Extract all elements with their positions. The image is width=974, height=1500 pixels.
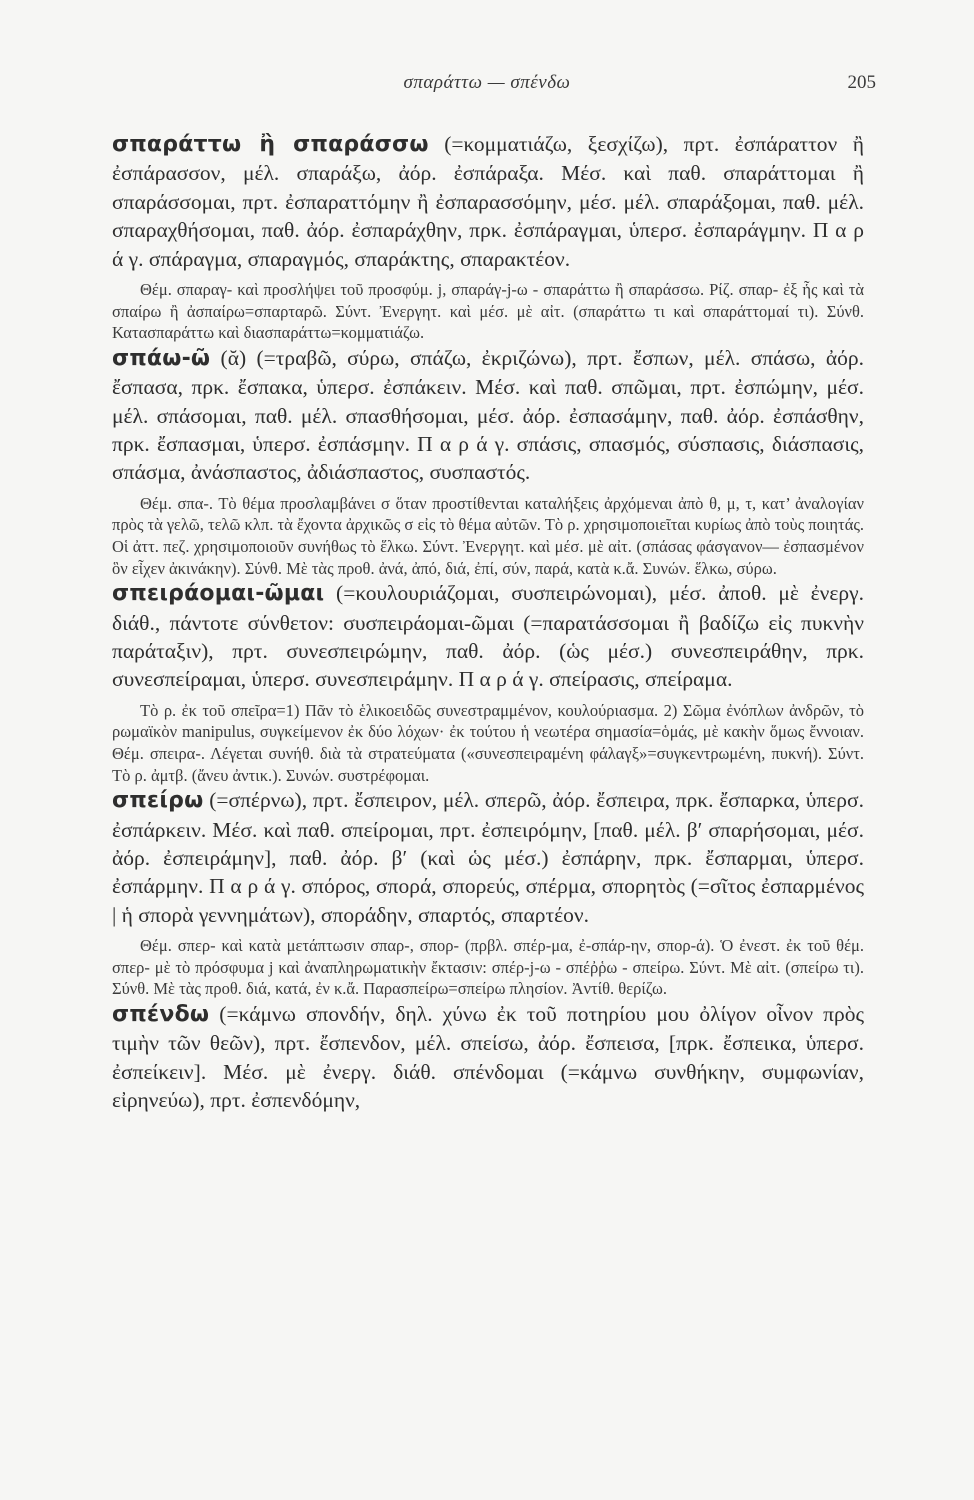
- page-number: 205: [847, 72, 876, 93]
- entry-spao: [112, 344, 864, 579]
- entry-note: Τὸ ρ. ἐκ τοῦ σπεῖρα=1) Πᾶν τὸ ἑλικοειδῶς συνεστραμμένον, κουλούριασμα. 2) Σῶμα ἐνόπλων ἀνδρῶν, τὸ ρωμαϊκὸν manipulus, συγκείμενον ἐκ δύο λόχων· ἐκ τούτου ἡ νεωτέρα σημασία=ὁμάς, μὲ κακὴν ὅμως ἔννοιαν. Θέμ. σπειρα-. Λέγεται συνήθ. διὰ τὰ στρατεύματα («συνεσπειραμένη φάλαγξ»=συγκεντρωμένη, πυκνή). Σύντ. Τὸ ρ. ἀμτβ. (ἄνευ ἀντικ.). Συνών. συστρέφομαι.: [112, 700, 864, 785]
- entry-note: Θέμ. σπαραγ- καὶ προσλήψει τοῦ προσφύμ. j, σπαράγ-j-ω - σπαράττω ἢ σπαράσσω. Ρίζ. σπαρ- ἐξ ἧς καὶ τὰ σπαίρω ἢ ἀσπαίρω=σπαρταρῶ. Σύντ. Ἐνεργητ. καὶ μέσ. μὲ αἰτ. (σπαράττω τι καὶ σπαράττομαί τι). Σύνθ. Κατασπαράττω καὶ διασπαράττω=κομματιάζω.: [112, 280, 864, 343]
- entry-spendo: [112, 1000, 864, 1115]
- entry-definition: (=κάμνω σπονδήν, δηλ. χύνω ἐκ τοῦ ποτηρίου μου ὀλίγον οἶνον πρὸς τιμὴν τῶν θεῶν), πρτ. ἔσπενδον, μέλ. σπείσω, ἀόρ. ἔσπεισα, [πρκ. ἔσπεικα, ὑπερσ. ἐσπείκειν]. Μέσ. μὲ ἐνεργ. διάθ. σπένδομαι (=κάμνω συνθήκην, συμφωνίαν, εἰρηνεύω), πρτ. ἐσπενδόμην,: [112, 1002, 864, 1113]
- entry-definition: (=κουλουριάζομαι, συσπειρώνομαι), μέσ. ἀποθ. μὲ ἐνεργ. διάθ., πάντοτε σύνθετον: συσπειράομαι-ῶμαι (=παρατάσσομαι ἢ βαδίζω εἰς πυκνὴν παράταξιν), πρτ. συνεσπειρώμην, παθ. ἀόρ. (ὡς μέσ.) συνεσπειράθην, πρκ. συνεσπείραμαι, ὑπερσ. συνεσπειράμην. Π α ρ ά γ. σπείρασις, σπείραμα.: [112, 581, 864, 692]
- headword: σπάω-ῶ: [112, 345, 211, 371]
- entry-speiro: [112, 786, 864, 1000]
- headword: σπειράομαι-ῶμαι: [112, 581, 325, 607]
- entry-definition: (ᾰ) (=τραβῶ, σύρω, σπάζω, ἐκριζώνω), πρτ. ἔσπων, μέλ. σπάσω, ἀόρ. ἔσπασα, πρκ. ἔσπακα, ὑπερσ. ἐσπάκειν. Μέσ. καὶ παθ. σπῶμαι, πρτ. ἐσπώμην, μέσ. μέλ. σπάσομαι, παθ. μέλ. σπασθήσομαι, μέσ. ἀόρ. ἐσπασάμην, παθ. ἀόρ. ἐσπάσθην, πρκ. ἔσπασμαι, ὑπερσ. ἐσπάσμην. Π α ρ ά γ. σπάσις, σπασμός, σύσπασις, διάσπασις, σπάσμα, ἀνάσπαστος, ἀδιάσπαστος, συσπαστός.: [112, 345, 864, 485]
- headword: σπένδω: [112, 1002, 210, 1028]
- entry-note: Θέμ. σπα-. Τὸ θέμα προσλαμβάνει σ ὅταν προστίθενται καταλήξεις ἀρχόμεναι ἀπὸ θ, μ, τ, κατ’ ἀναλογίαν πρὸς τὰ γελῶ, τελῶ κλπ. τὰ ἔχοντα ἀρχικῶς σ εἰς τὸ θέμα αὐτῶν. Τὸ ρ. χρησιμοποιεῖται κυρίως ἀπὸ τοὺς ποιητάς. Οἱ ἀττ. πεζ. χρησιμοποιοῦν συνήθως τὸ ἕλκω. Σύντ. Ἐνεργητ. καὶ μέσ. μὲ αἰτ. (σπάσας φάσγανον— ἐσπασμένον ὃν εἶχεν ἀκινάκην). Σύνθ. Μὲ τὰς προθ. ἀνά, ἀπό, διά, ἐπί, σύν, παρά, κατὰ κ.ἄ. Συνών. ἕλκω, σύρω.: [112, 493, 864, 578]
- entry-text: [112, 130, 864, 273]
- entry-text: [112, 579, 864, 694]
- entry-note: Θέμ. σπερ- καὶ κατὰ μετάπτωσιν σπαρ-, σπορ- (πρβλ. σπέρ-μα, ἐ-σπάρ-ην, σπορ-ά). Ὁ ἐνεστ. ἐκ τοῦ θέμ. σπερ- μὲ τὸ πρόσφυμα j καὶ ἀναπληρωματικὴν ἔκτασιν: σπέρ-j-ω - σπέῤῥω - σπείρω. Σύντ. Μὲ αἰτ. (σπείρω τι). Σύνθ. Μὲ τὰς προθ. διά, κατά, ἐν κ.ἄ. Παρασπείρω=σπείρω πλησίον. Ἀντίθ. θερίζω.: [112, 936, 864, 999]
- entry-definition: (=σπέρνω), πρτ. ἔσπειρον, μέλ. σπερῶ, ἀόρ. ἔσπειρα, πρκ. ἔσπαρκα, ὑπερσ. ἐσπάρκειν. Μέσ. καὶ παθ. σπείρομαι, πρτ. ἐσπειρόμην, [παθ. μέλ. β′ σπαρήσομαι, μέσ. ἀόρ. ἐσπειράμην], παθ. ἀόρ. β′ (καὶ ὡς μέσ.) ἐσπάρην, πρκ. ἔσπαρμαι, ὑπερσ. ἐσπάρμην. Π α ρ ά γ. σπόρος, σπορά, σπορεύς, σπέρμα, σπορητὸς (=σῖτος ἐσπαρμένος | ἡ σπορὰ γεννημάτων), σποράδην, σπαρτός, σπαρτέον.: [112, 788, 864, 927]
- entry-sparatto: [112, 130, 864, 344]
- entry-text: [112, 786, 864, 929]
- page-body: [112, 130, 864, 1115]
- headword: σπαράττω ἢ σπαράσσω: [112, 132, 429, 157]
- entry-text: [112, 344, 864, 487]
- headword: σπείρω: [112, 788, 204, 814]
- entry-speiraomai: [112, 579, 864, 786]
- entry-definition: (=κομματιάζω, ξεσχίζω), πρτ. ἐσπάραττον ἢ ἐσπάρασσον, μέλ. σπαράξω, ἀόρ. ἐσπάραξα. Μέσ. καὶ παθ. σπαράττομαι ἢ σπαράσσομαι, πρτ. ἐσπαραττόμην ἢ ἐσπαρασσόμην, μέσ. μέλ. σπαράξομαι, παθ. μέλ. σπαραχθήσομαι, παθ. ἀόρ. ἐσπαράχθην, πρκ. ἐσπάραγμαι, ὑπερσ. ἐσπαράγμην. Π α ρ ά γ. σπάραγμα, σπαραγμός, σπαράκτης, σπαρακτέον.: [112, 132, 864, 271]
- running-head-title: σπαράττω — σπένδω: [403, 72, 571, 93]
- running-head: [0, 72, 974, 102]
- entry-text: [112, 1000, 864, 1115]
